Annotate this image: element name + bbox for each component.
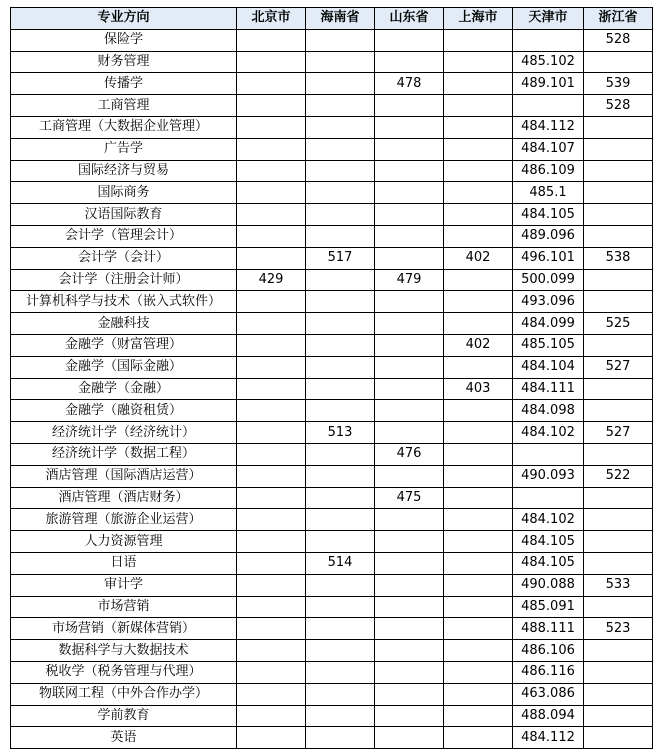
- header-major: 专业方向: [11, 8, 237, 30]
- cell-tianjin: 485.091: [513, 596, 584, 618]
- cell-beijing: [237, 422, 306, 444]
- cell-tianjin: 500.099: [513, 269, 584, 291]
- cell-tianjin: 489.096: [513, 225, 584, 247]
- cell-beijing: [237, 465, 306, 487]
- cell-zhejiang: [584, 596, 653, 618]
- table-row: [11, 334, 653, 356]
- cell-hainan: [306, 51, 375, 73]
- table-row: [11, 247, 653, 269]
- cell-shandong: [375, 509, 444, 531]
- cell-beijing: [237, 51, 306, 73]
- table-row: [11, 313, 653, 335]
- cell-shandong: [375, 182, 444, 204]
- cell-shandong: [375, 225, 444, 247]
- table-row: [11, 552, 653, 574]
- cell-beijing: [237, 596, 306, 618]
- cell-beijing: [237, 95, 306, 117]
- cell-major: 金融学（融资租赁）: [11, 400, 237, 422]
- table-row: [11, 138, 653, 160]
- cell-shanghai: [444, 29, 513, 51]
- table-row: [11, 640, 653, 662]
- cell-shanghai: 403: [444, 378, 513, 400]
- cell-hainan: [306, 378, 375, 400]
- table-row: [11, 378, 653, 400]
- cell-shanghai: [444, 596, 513, 618]
- cell-hainan: 514: [306, 552, 375, 574]
- cell-zhejiang: [584, 531, 653, 553]
- cell-shandong: 478: [375, 73, 444, 95]
- cell-hainan: [306, 95, 375, 117]
- cell-shanghai: [444, 204, 513, 226]
- cell-shandong: [375, 95, 444, 117]
- cell-major: 国际经济与贸易: [11, 160, 237, 182]
- cell-shandong: [375, 247, 444, 269]
- cell-beijing: [237, 661, 306, 683]
- cell-hainan: [306, 138, 375, 160]
- cell-shandong: [375, 313, 444, 335]
- cell-major: 计算机科学与技术（嵌入式软件）: [11, 291, 237, 313]
- cell-zhejiang: 538: [584, 247, 653, 269]
- cell-major: 学前教育: [11, 705, 237, 727]
- cell-tianjin: 484.105: [513, 531, 584, 553]
- cell-major: 金融学（国际金融）: [11, 356, 237, 378]
- cell-tianjin: 484.112: [513, 116, 584, 138]
- cell-shandong: [375, 291, 444, 313]
- cell-shandong: [375, 661, 444, 683]
- cell-major: 会计学（管理会计）: [11, 225, 237, 247]
- cell-major: 金融科技: [11, 313, 237, 335]
- cell-beijing: [237, 705, 306, 727]
- cell-hainan: [306, 400, 375, 422]
- cell-major: 经济统计学（经济统计）: [11, 422, 237, 444]
- cell-major: 传播学: [11, 73, 237, 95]
- cell-zhejiang: [584, 225, 653, 247]
- cell-shanghai: [444, 269, 513, 291]
- cell-zhejiang: 539: [584, 73, 653, 95]
- table-row: [11, 705, 653, 727]
- cell-major: 国际商务: [11, 182, 237, 204]
- table-row: [11, 531, 653, 553]
- cell-zhejiang: 525: [584, 313, 653, 335]
- cell-hainan: [306, 160, 375, 182]
- cell-shanghai: [444, 465, 513, 487]
- cell-zhejiang: [584, 116, 653, 138]
- table-row: [11, 574, 653, 596]
- cell-beijing: [237, 378, 306, 400]
- cell-shanghai: [444, 640, 513, 662]
- table-row: [11, 29, 653, 51]
- table-row: [11, 683, 653, 705]
- cell-major: 工商管理（大数据企业管理）: [11, 116, 237, 138]
- cell-hainan: 513: [306, 422, 375, 444]
- header-shandong: 山东省: [375, 8, 444, 30]
- cell-zhejiang: [584, 443, 653, 465]
- cell-shandong: [375, 334, 444, 356]
- cell-hainan: [306, 640, 375, 662]
- cell-zhejiang: [584, 378, 653, 400]
- cell-shandong: [375, 160, 444, 182]
- cell-major: 市场营销（新媒体营销）: [11, 618, 237, 640]
- cell-major: 旅游管理（旅游企业运营）: [11, 509, 237, 531]
- cell-shanghai: [444, 443, 513, 465]
- cell-shanghai: [444, 552, 513, 574]
- cell-zhejiang: [584, 683, 653, 705]
- cell-tianjin: 485.102: [513, 51, 584, 73]
- cell-shanghai: [444, 422, 513, 444]
- cell-tianjin: 484.112: [513, 727, 584, 749]
- cell-major: 汉语国际教育: [11, 204, 237, 226]
- cell-hainan: [306, 509, 375, 531]
- cell-shandong: [375, 204, 444, 226]
- cell-beijing: [237, 727, 306, 749]
- cell-beijing: [237, 182, 306, 204]
- cell-zhejiang: [584, 640, 653, 662]
- cell-tianjin: [513, 95, 584, 117]
- cell-beijing: [237, 313, 306, 335]
- cell-shanghai: [444, 509, 513, 531]
- cell-shanghai: [444, 313, 513, 335]
- cell-zhejiang: [584, 509, 653, 531]
- cell-zhejiang: [584, 334, 653, 356]
- cell-hainan: [306, 356, 375, 378]
- header-shanghai: 上海市: [444, 8, 513, 30]
- table-row: [11, 618, 653, 640]
- cell-major: 市场营销: [11, 596, 237, 618]
- cell-shanghai: [444, 727, 513, 749]
- cell-shanghai: [444, 51, 513, 73]
- cell-shandong: 479: [375, 269, 444, 291]
- cell-beijing: [237, 487, 306, 509]
- cell-shanghai: [444, 356, 513, 378]
- cell-beijing: [237, 640, 306, 662]
- cell-shanghai: [444, 160, 513, 182]
- table-row: [11, 509, 653, 531]
- cell-major: 经济统计学（数据工程）: [11, 443, 237, 465]
- cell-hainan: [306, 683, 375, 705]
- cell-tianjin: 488.111: [513, 618, 584, 640]
- cell-tianjin: 484.098: [513, 400, 584, 422]
- cell-shanghai: [444, 225, 513, 247]
- cell-major: 保险学: [11, 29, 237, 51]
- table-row: [11, 661, 653, 683]
- cell-shanghai: [444, 182, 513, 204]
- cell-zhejiang: 522: [584, 465, 653, 487]
- cell-beijing: [237, 574, 306, 596]
- cell-major: 金融学（金融）: [11, 378, 237, 400]
- cell-shanghai: [444, 116, 513, 138]
- cell-zhejiang: [584, 705, 653, 727]
- cell-shanghai: 402: [444, 247, 513, 269]
- cell-major: 日语: [11, 552, 237, 574]
- cell-hainan: [306, 334, 375, 356]
- table-row: [11, 422, 653, 444]
- cell-tianjin: 490.093: [513, 465, 584, 487]
- cell-tianjin: 484.099: [513, 313, 584, 335]
- cell-zhejiang: [584, 400, 653, 422]
- cell-hainan: [306, 705, 375, 727]
- cell-major: 英语: [11, 727, 237, 749]
- cell-tianjin: 489.101: [513, 73, 584, 95]
- cell-zhejiang: [584, 727, 653, 749]
- cell-beijing: [237, 116, 306, 138]
- cell-hainan: [306, 574, 375, 596]
- cell-tianjin: 463.086: [513, 683, 584, 705]
- cell-beijing: [237, 160, 306, 182]
- cell-major: 审计学: [11, 574, 237, 596]
- table-row: [11, 116, 653, 138]
- cell-tianjin: 493.096: [513, 291, 584, 313]
- cell-zhejiang: [584, 51, 653, 73]
- cell-zhejiang: [584, 552, 653, 574]
- cell-beijing: [237, 356, 306, 378]
- cell-shandong: [375, 574, 444, 596]
- cell-shandong: [375, 683, 444, 705]
- cell-tianjin: [513, 487, 584, 509]
- cell-shandong: [375, 727, 444, 749]
- cell-hainan: 517: [306, 247, 375, 269]
- cell-hainan: [306, 596, 375, 618]
- table-row: [11, 291, 653, 313]
- table-row: [11, 73, 653, 95]
- cell-tianjin: 496.101: [513, 247, 584, 269]
- cell-zhejiang: [584, 291, 653, 313]
- cell-shandong: [375, 422, 444, 444]
- cell-tianjin: 486.116: [513, 661, 584, 683]
- cell-shandong: [375, 552, 444, 574]
- cell-beijing: [237, 73, 306, 95]
- cell-shandong: [375, 618, 444, 640]
- cell-shanghai: [444, 138, 513, 160]
- cell-beijing: [237, 683, 306, 705]
- table-row: [11, 269, 653, 291]
- cell-tianjin: [513, 29, 584, 51]
- cell-hainan: [306, 225, 375, 247]
- cell-zhejiang: [584, 269, 653, 291]
- cell-shanghai: 402: [444, 334, 513, 356]
- cell-major: 酒店管理（国际酒店运营）: [11, 465, 237, 487]
- cell-tianjin: 484.104: [513, 356, 584, 378]
- cell-zhejiang: 528: [584, 95, 653, 117]
- cell-zhejiang: [584, 661, 653, 683]
- cell-hainan: [306, 204, 375, 226]
- table-row: [11, 182, 653, 204]
- cell-major: 财务管理: [11, 51, 237, 73]
- cell-hainan: [306, 531, 375, 553]
- cell-shandong: [375, 29, 444, 51]
- cell-shanghai: [444, 574, 513, 596]
- table-row: [11, 465, 653, 487]
- table-row: [11, 443, 653, 465]
- cell-shandong: [375, 705, 444, 727]
- cell-beijing: [237, 443, 306, 465]
- cell-shandong: 476: [375, 443, 444, 465]
- header-tianjin: 天津市: [513, 8, 584, 30]
- cell-hainan: [306, 29, 375, 51]
- cell-beijing: [237, 29, 306, 51]
- cell-shanghai: [444, 400, 513, 422]
- cell-shandong: [375, 51, 444, 73]
- cell-zhejiang: 523: [584, 618, 653, 640]
- cell-shandong: [375, 138, 444, 160]
- cell-major: 金融学（财富管理）: [11, 334, 237, 356]
- header-hainan: 海南省: [306, 8, 375, 30]
- cell-hainan: [306, 269, 375, 291]
- cell-shanghai: [444, 683, 513, 705]
- header-beijing: 北京市: [237, 8, 306, 30]
- table-row: [11, 596, 653, 618]
- cell-shandong: [375, 531, 444, 553]
- cell-hainan: [306, 443, 375, 465]
- cell-zhejiang: [584, 138, 653, 160]
- table-row: [11, 160, 653, 182]
- cell-hainan: [306, 465, 375, 487]
- cell-shanghai: [444, 291, 513, 313]
- table-body: [11, 29, 653, 748]
- cell-beijing: 429: [237, 269, 306, 291]
- cell-major: 人力资源管理: [11, 531, 237, 553]
- cell-beijing: [237, 334, 306, 356]
- cell-major: 广告学: [11, 138, 237, 160]
- cell-tianjin: [513, 443, 584, 465]
- cell-major: 税收学（税务管理与代理）: [11, 661, 237, 683]
- cell-shandong: [375, 596, 444, 618]
- cell-zhejiang: 533: [584, 574, 653, 596]
- cell-shanghai: [444, 661, 513, 683]
- cell-shandong: [375, 465, 444, 487]
- cell-shanghai: [444, 487, 513, 509]
- cell-shanghai: [444, 531, 513, 553]
- cell-beijing: [237, 400, 306, 422]
- cell-hainan: [306, 313, 375, 335]
- cell-hainan: [306, 116, 375, 138]
- cell-tianjin: 484.102: [513, 422, 584, 444]
- table-header-row: [11, 8, 653, 30]
- cell-major: 会计学（会计）: [11, 247, 237, 269]
- cell-zhejiang: [584, 182, 653, 204]
- cell-beijing: [237, 138, 306, 160]
- table-row: [11, 204, 653, 226]
- cell-beijing: [237, 552, 306, 574]
- cell-shandong: 475: [375, 487, 444, 509]
- cell-shanghai: [444, 705, 513, 727]
- cell-tianjin: 484.105: [513, 552, 584, 574]
- cell-beijing: [237, 204, 306, 226]
- cell-tianjin: 485.1: [513, 182, 584, 204]
- cell-hainan: [306, 727, 375, 749]
- table-row: [11, 727, 653, 749]
- cell-hainan: [306, 73, 375, 95]
- cell-tianjin: 484.111: [513, 378, 584, 400]
- cell-tianjin: 486.109: [513, 160, 584, 182]
- table-row: [11, 356, 653, 378]
- cell-shandong: [375, 640, 444, 662]
- cell-tianjin: 490.088: [513, 574, 584, 596]
- cell-zhejiang: 527: [584, 422, 653, 444]
- cell-shanghai: [444, 95, 513, 117]
- cell-beijing: [237, 247, 306, 269]
- cell-tianjin: 484.105: [513, 204, 584, 226]
- cell-hainan: [306, 291, 375, 313]
- cell-shandong: [375, 116, 444, 138]
- cell-beijing: [237, 225, 306, 247]
- table-row: [11, 225, 653, 247]
- cell-tianjin: 484.102: [513, 509, 584, 531]
- header-zhejiang: 浙江省: [584, 8, 653, 30]
- cell-zhejiang: 528: [584, 29, 653, 51]
- cell-zhejiang: [584, 487, 653, 509]
- cell-major: 物联网工程（中外合作办学）: [11, 683, 237, 705]
- cell-tianjin: 488.094: [513, 705, 584, 727]
- cell-tianjin: 485.105: [513, 334, 584, 356]
- cell-hainan: [306, 618, 375, 640]
- score-table: [10, 7, 653, 749]
- cell-beijing: [237, 291, 306, 313]
- cell-shanghai: [444, 618, 513, 640]
- cell-major: 数据科学与大数据技术: [11, 640, 237, 662]
- cell-shandong: [375, 378, 444, 400]
- cell-shandong: [375, 400, 444, 422]
- table-row: [11, 95, 653, 117]
- cell-hainan: [306, 487, 375, 509]
- cell-major: 会计学（注册会计师）: [11, 269, 237, 291]
- cell-hainan: [306, 182, 375, 204]
- cell-zhejiang: [584, 204, 653, 226]
- cell-beijing: [237, 509, 306, 531]
- cell-shandong: [375, 356, 444, 378]
- cell-major: 工商管理: [11, 95, 237, 117]
- cell-tianjin: 484.107: [513, 138, 584, 160]
- table-row: [11, 487, 653, 509]
- cell-major: 酒店管理（酒店财务）: [11, 487, 237, 509]
- cell-tianjin: 486.106: [513, 640, 584, 662]
- cell-shanghai: [444, 73, 513, 95]
- table-row: [11, 400, 653, 422]
- cell-beijing: [237, 531, 306, 553]
- cell-hainan: [306, 661, 375, 683]
- table-row: [11, 51, 653, 73]
- cell-zhejiang: 527: [584, 356, 653, 378]
- cell-zhejiang: [584, 160, 653, 182]
- cell-beijing: [237, 618, 306, 640]
